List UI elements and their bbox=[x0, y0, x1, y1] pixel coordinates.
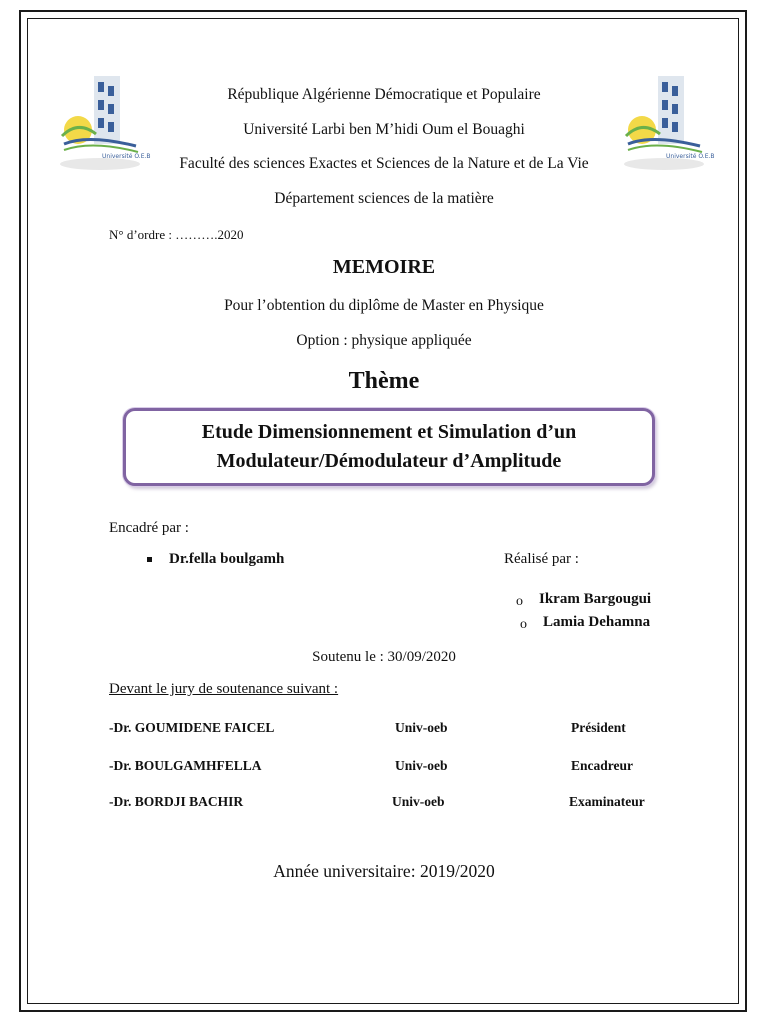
logo-caption-left: Université O.E.B bbox=[102, 153, 151, 160]
circle-bullet-icon: o bbox=[520, 617, 527, 632]
bullet-square-icon bbox=[147, 557, 152, 562]
realized-label: Réalisé par : bbox=[504, 551, 579, 567]
circle-bullet-icon: o bbox=[516, 594, 523, 609]
logo-caption-right: Université O.E.B bbox=[666, 153, 715, 160]
supervisor-name: Dr.fella boulgamh bbox=[169, 551, 285, 567]
jury-name: -Dr. BOULGAMHFELLA bbox=[109, 758, 262, 773]
jury-name: -Dr. BORDJI BACHIR bbox=[109, 794, 244, 809]
purpose-line: Pour l’obtention du diplôme de Master en Physique bbox=[224, 297, 544, 314]
academic-year: Année universitaire: 2019/2020 bbox=[273, 861, 495, 881]
jury-role: Président bbox=[571, 720, 626, 735]
author-1: Ikram Bargougui bbox=[539, 591, 652, 607]
option-line: Option : physique appliquée bbox=[296, 332, 472, 349]
jury-role: Examinateur bbox=[569, 794, 645, 809]
order-number: N° d’ordre : ……….2020 bbox=[109, 227, 244, 242]
jury-role: Encadreur bbox=[571, 758, 634, 773]
jury-affiliation: Univ-oeb bbox=[392, 794, 445, 809]
theme-title-line2: Modulateur/Démodulateur d’Amplitude bbox=[216, 450, 562, 472]
jury-name: -Dr. GOUMIDENE FAICEL bbox=[109, 720, 275, 735]
doc-type-title: MEMOIRE bbox=[332, 256, 436, 278]
jury-affiliation: Univ-oeb bbox=[395, 720, 448, 735]
header-faculty: Faculté des sciences Exactes et Sciences de la Nature et de La Vie bbox=[179, 155, 589, 172]
header-republic: République Algérienne Démocratique et Populaire bbox=[227, 86, 541, 103]
jury-label: Devant le jury de soutenance suivant : bbox=[109, 681, 339, 697]
theme-label: Thème bbox=[348, 368, 420, 394]
header-university: Université Larbi ben M’hidi Oum el Bouaghi bbox=[243, 121, 525, 138]
author-2: Lamia Dehamna bbox=[543, 614, 651, 630]
theme-box bbox=[123, 408, 655, 486]
header-department: Département sciences de la matière bbox=[274, 190, 494, 207]
theme-title-line1: Etude Dimensionnement et Simulation d’un bbox=[201, 421, 577, 443]
supervised-label: Encadré par : bbox=[109, 520, 189, 536]
defense-date: Soutenu le : 30/09/2020 bbox=[312, 649, 456, 665]
jury-affiliation: Univ-oeb bbox=[395, 758, 448, 773]
